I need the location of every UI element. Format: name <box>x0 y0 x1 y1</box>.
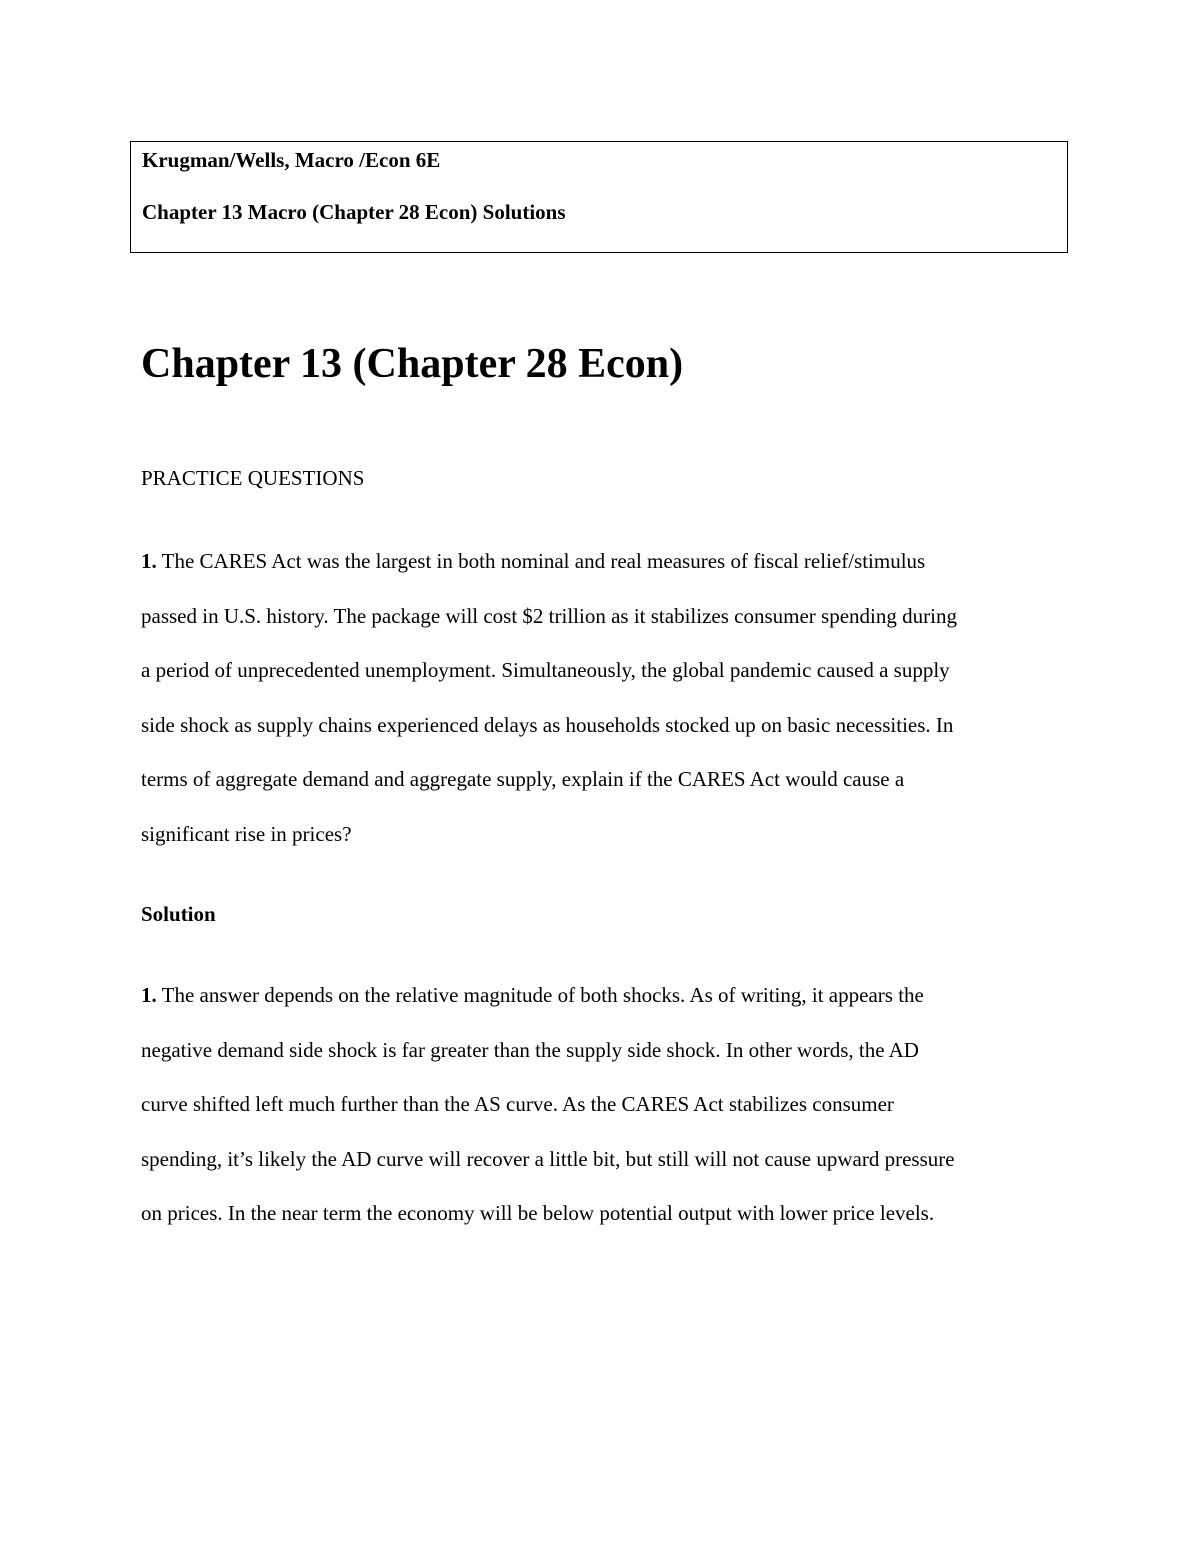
question-1-line: a period of unprecedented unemployment. Simultaneously, the global pandemic caused a supply <box>141 658 950 682</box>
solution-heading: Solution <box>141 902 216 926</box>
question-1 <box>141 534 1066 861</box>
practice-questions-heading: PRACTICE QUESTIONS <box>141 466 365 490</box>
solution-1-number: 1. <box>141 983 157 1007</box>
question-1-line: 1. The CARES Act was the largest in both nominal and real measures of fiscal relief/stimulus <box>141 549 926 573</box>
question-1-line: side shock as supply chains experienced delays as households stocked up on basic necessities. In <box>141 712 954 737</box>
book-title: Krugman/Wells, Macro /Econ 6E <box>142 148 441 172</box>
solution-1 <box>141 968 1066 1241</box>
question-1-number: 1. <box>141 549 157 573</box>
solution-1-line: spending, it’s likely the AD curve will recover a little bit, but still will not cause upward pressure <box>141 1146 955 1171</box>
question-1-line: passed in U.S. history. The package will cost $2 trillion as it stabilizes consumer spending during <box>141 603 957 628</box>
solution-1-line: negative demand side shock is far greater than the supply side shock. In other words, the AD <box>141 1037 919 1062</box>
solution-1-line: on prices. In the near term the economy will be below potential output with lower price levels. <box>141 1201 935 1225</box>
solution-1-line: 1. The answer depends on the relative magnitude of both shocks. As of writing, it appears the <box>141 983 924 1007</box>
solution-1-line: curve shifted left much further than the AS curve. As the CARES Act stabilizes consumer <box>141 1092 894 1116</box>
chapter-title: Chapter 13 (Chapter 28 Econ) <box>141 341 684 387</box>
question-1-line: significant rise in prices? <box>141 821 352 846</box>
solutions-subtitle: Chapter 13 Macro (Chapter 28 Econ) Solutions <box>142 200 566 224</box>
header-box <box>130 141 1068 253</box>
question-1-line: terms of aggregate demand and aggregate supply, explain if the CARES Act would cause a <box>141 767 905 791</box>
